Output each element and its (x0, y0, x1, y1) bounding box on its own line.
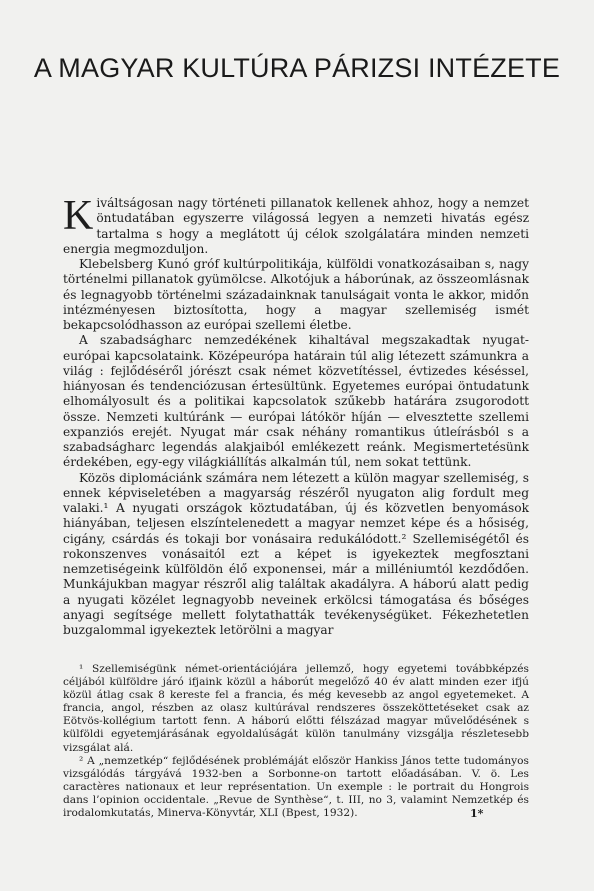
footnote-2: ² A „nemzetkép“ fejlődésének problémáját először Hankiss János tette tudományos vizsgálódás tárgyává 1932-ben a Sorbonne-on tartott előadásában. V. ö. Les caractères nationaux et leur représentation. Un exemple : le portrait du Hongrois dans l’opinion occidentale. „Revue de Synthèse“, t. III, no 3, valamint Nemzetkép és irodalomkutatás, Minerva-Könyvtár, XLI (Bpest, 1932). (63, 754, 529, 820)
footnote-1: ¹ Szellemiségünk német-orientációjára jellemző, hogy egyetemi továbbképzés céljából külföldre járó ifjaink közül a háborút megelőző 40 év alatt minden ezer ifjú közül átlag csak 8 kereste fel a franciа, és még kevesebb az angol egyetemeket. A francia, angol, részben az olasz kultúrával rendszeres összeköttetéseket csak az Eötvös-kollégium tartott fenn. A háború előtti félszázad magyar művelődésének s külföldi egyetemjárásának egyoldalúságát külön tanulmány vizsgálja részletesebb vizsgálat alá. (63, 663, 529, 754)
page-title: A MAGYAR KULTÚRA PÁRIZSI INTÉZETE (33, 53, 561, 83)
paragraph-1-text: iváltságosan nagy történeti pillanatok kellenek ahhoz, hogy a nemzet öntudatában egyszerre világossá legyen a nemzeti hivatás egész tartalma s hogy a meglátott új célok szolgálatára minden nemzeti energia megmozduljon. (63, 196, 529, 256)
paragraph-2: Klebelsberg Kunó gróf kultúrpolitikája, külföldi vonatkozásaiban s, nagy történelmi pillanatok gyümölcse. Alkotójuk a háborúnak, az összeomlásnak és legnagyobb történelmi századainknak tanulságait vonta le akkor, midőn intézményesen biztosította, hogy a magyar szellemiség ismét bekapcsolódhasson az európai szellemi életbe. (63, 257, 529, 332)
paragraph-1 (63, 193, 529, 257)
body-text (63, 193, 529, 638)
paragraph-4: Közös diplomáciánk számára nem létezett a külön magyar szellemiség, s ennek képviseletében a magyarság részéről nyugaton alig fordult meg valaki.¹ A nyugati országok köztudatában, új és közvetlen benyomások hiányában, teljesen elszíntelenedett a magyar nemzet képe és a hősiség, cigány, csárdás és tokaji bor vonásaira redukálódott.² Szellemiségétől és rokonszenves vonásaitól ezt a képet is igyekeztek megfosztani nemzetiségeink külföldön élő exponensei, már a milléniumtól kezdődően. Munkájukban magyar részről alig találtak akadályra. A háború alatt pedig a nyugati közélet legnagyobb neveinek erkölcsi támogatása és bőséges anyagi segítsége mellett folytathatták tevékenységüket. Fékezhetetlen buzgalommal igyekeztek letörölni a magyar (63, 470, 529, 637)
footnotes (63, 663, 529, 820)
page-number: 1* (470, 807, 484, 820)
paragraph-3: A szabadságharc nemzedékének kihaltával megszakadtak nyugat-európai kapcsolataink. Középeurópa határain túl alig létezett számunkra a világ : fejlődéséről jórészt csak német közvetítéssel, évtizedes késéssel, hiányosan és tendenciózusan értesültünk. Egyetemes európai öntudatunk elhomályosult és a politikai kapcsolatok szűkebb határára zsugorodott össze. Nemzeti kultúránk — európai látókör híján — elvesztette szellemi expanziós erejét. Nyugat már csak néhány romantikus útleírásból s a szabadságharc legendás alakjaiból emlékezett reánk. Megismertetésünk érdekében, egy-egy világkiállítás alkalmán túl, nem sokat tettünk. (63, 333, 529, 470)
drop-cap: K (63, 193, 94, 239)
